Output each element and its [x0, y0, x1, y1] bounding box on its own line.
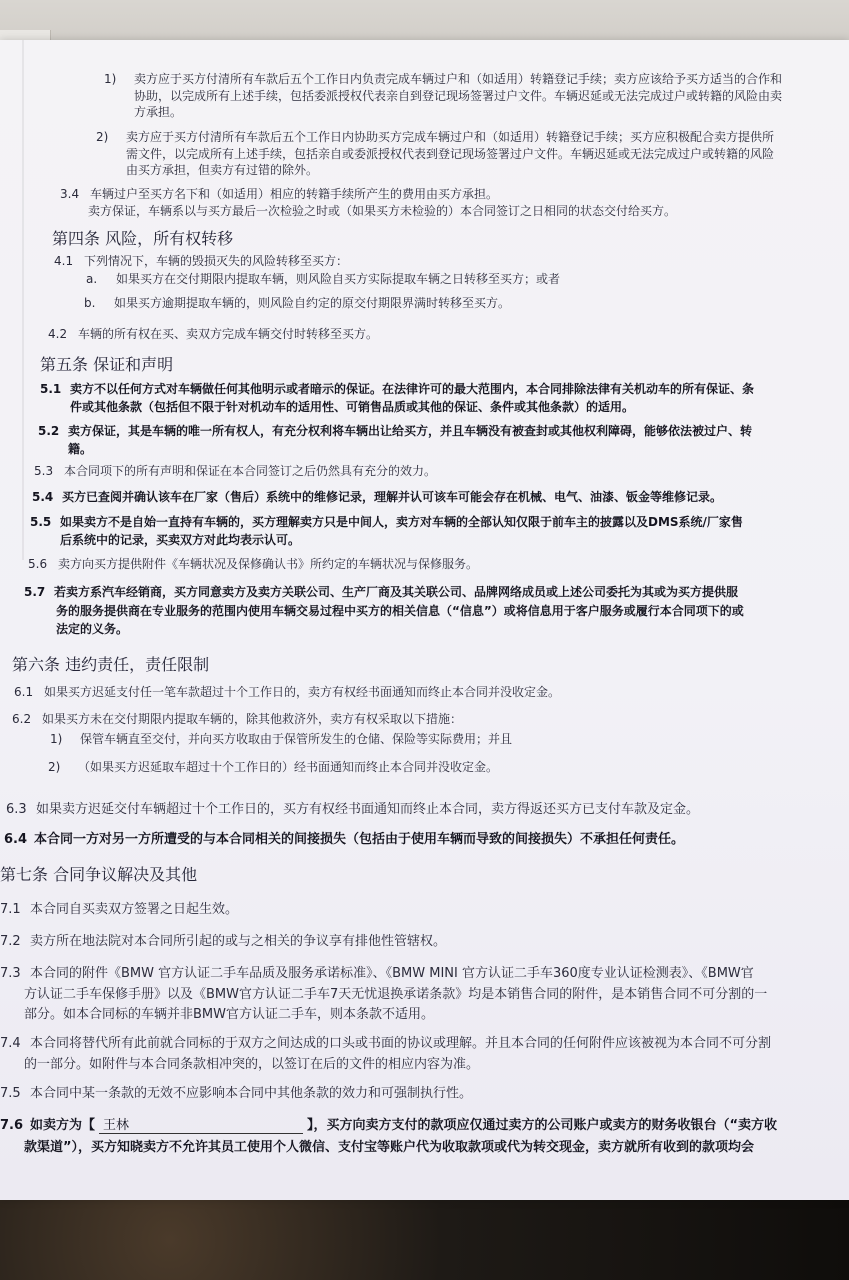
clause-7-3-line-1: 7.3 本合同的附件《BMW 官方认证二手车品质及服务承诺标准》、《BMW MINI 官方认证二手车360度专业认证检测表》、《BMW官: [0, 966, 754, 981]
clause-6-2-1: 1) 保管车辆直至交付，并向买方收取由于保管所发生的仓储、保险等实际费用；并且: [50, 732, 513, 746]
seller-name-field[interactable]: 王林: [99, 1114, 303, 1134]
clause-6-3: 6.3 如果卖方迟延交付车辆超过十个工作日的，买方有权经书面通知而终止本合同，卖方得返还买方已支付车款及定金。: [6, 802, 700, 817]
section-5-heading: 第五条 保证和声明: [40, 355, 174, 374]
clause-5-1-line-1: 5.1 卖方不以任何方式对车辆做任何其他明示或者暗示的保证。在法律许可的最大范围内，本合同排除法律有关机动车的所有保证、条: [40, 382, 755, 396]
clause-5-3: 5.3 本合同项下的所有声明和保证在本合同签订之后仍然具有充分的效力。: [34, 464, 437, 478]
clause-7-1: 7.1 本合同自买卖双方签署之日起生效。: [0, 902, 239, 917]
clause-5-1-line-2: 件或其他条款（包括但不限于针对机动车的适用性、可销售品质或其他的保证、条件或其他条款）的适用。: [70, 400, 635, 414]
clause-6-1: 6.1 如果买方迟延支付任一笔车款超过十个工作日的，卖方有权经书面通知而终止本合同并没收定金。: [14, 685, 561, 699]
clause-5-2-line-1: 5.2 卖方保证，其是车辆的唯一所有权人，有充分权利将车辆出让给买方，并且车辆没有被查封或其他权利障碍，能够依法被过户、转: [38, 424, 753, 438]
clause-3-3-2-line-3: 由买方承担，但卖方有过错的除外。: [126, 163, 319, 177]
clause-5-6: 5.6 卖方向买方提供附件《车辆状况及保修确认书》所约定的车辆状况与保修服务。: [28, 557, 479, 571]
page-shadow-edge: [22, 40, 24, 560]
clause-5-7-line-1: 5.7 若卖方系汽车经销商，买方同意卖方及卖方关联公司、生产厂商及其关联公司、品牌网络成员或上述公司委托为其或为买方提供服: [24, 585, 739, 599]
clause-4-1-a: a. 如果买方在交付期限内提取车辆，则风险自买方实际提取车辆之日转移至买方；或者: [86, 272, 561, 286]
clause-7-6-line-1: 7.6 如卖方为【 王林 】，买方向卖方支付的款项应仅通过卖方的公司账户或卖方的财务收银台（“卖方收: [0, 1114, 777, 1134]
section-4-heading: 第四条 风险，所有权转移: [52, 229, 234, 248]
clause-5-7-line-3: 法定的义务。: [56, 622, 129, 636]
contract-page: [0, 40, 849, 1200]
clause-5-7-line-2: 务的服务提供商在专业服务的范围内使用车辆交易过程中买方的相关信息（“信息”）或将信息用于客户服务或履行本合同项下的或: [56, 604, 744, 618]
clause-7-6-line-2: 款渠道”），买方知晓卖方不允许其员工使用个人微信、支付宝等账户代为收取款项或代为转交现金，卖方就所有收到的款项均会: [24, 1140, 755, 1155]
clause-3-3-2-line-2: 需文件，以完成所有上述手续，包括亲自或委派授权代表到登记现场签署过户文件。车辆迟延或无法完成过户或转籍的风险: [126, 147, 775, 161]
clause-3-4-line-2: 卖方保证，车辆系以与买方最后一次检验之时或（如果买方未检验的）本合同签订之日相同的状态交付给买方。: [88, 204, 677, 218]
clause-7-4-line-2: 的一部分。如附件与本合同条款相冲突的，以签订在后的文件的相应内容为准。: [24, 1057, 480, 1072]
clause-6-4: 6.4 本合同一方对另一方所遭受的与本合同相关的间接损失（包括由于使用车辆而导致的间接损失）不承担任何责任。: [4, 832, 685, 847]
clause-3-3-1-line-2: 协助，以完成所有上述手续，包括委派授权代表亲自到登记现场签署过户文件。车辆迟延或无法完成过户或转籍的风险由卖: [134, 89, 783, 103]
clause-3-3-1-line-3: 方承担。: [134, 105, 183, 119]
clause-7-5: 7.5 本合同中某一条款的无效不应影响本合同中其他条款的效力和可强制执行性。: [0, 1086, 473, 1101]
clause-4-2: 4.2 车辆的所有权在买、卖双方完成车辆交付时转移至买方。: [48, 327, 379, 341]
clause-3-3-2-line-1: 2) 卖方应于买方付清所有车款后五个工作日内协助买方完成车辆过户和（如适用）转籍登记手续；买方应积极配合卖方提供所: [96, 130, 775, 144]
clause-6-2-2: 2) （如果买方迟延取车超过十个工作日的）经书面通知而终止本合同并没收定金。: [48, 760, 499, 774]
clause-4-1: 4.1 下列情况下，车辆的毁损灭失的风险转移至买方：: [54, 254, 349, 268]
clause-5-4: 5.4 买方已查阅并确认该车在厂家（售后）系统中的维修记录，理解并认可该车可能会存在机械、电气、油漆、钣金等维修记录。: [32, 490, 723, 504]
clause-5-5-line-1: 5.5 如果卖方不是自始一直持有车辆的，买方理解卖方只是中间人，卖方对车辆的全部认知仅限于前车主的披露以及DMS系统/厂家售: [30, 515, 743, 529]
clause-7-2: 7.2 卖方所在地法院对本合同所引起的或与之相关的争议享有排他性管辖权。: [0, 934, 447, 949]
section-7-heading: 第七条 合同争议解决及其他: [0, 865, 198, 884]
clause-7-4-line-1: 7.4 本合同将替代所有此前就合同标的于双方之间达成的口头或书面的协议或理解。并且本合同的任何附件应该被视为本合同不可分割: [0, 1036, 772, 1051]
clause-3-4-line-1: 3.4 车辆过户至买方名下和（如适用）相应的转籍手续所产生的费用由买方承担。: [60, 187, 499, 201]
section-6-heading: 第六条 违约责任，责任限制: [12, 655, 210, 674]
clause-5-2-line-2: 籍。: [68, 442, 93, 456]
clause-7-3-line-2: 方认证二手车保修手册》以及《BMW官方认证二手车7天无忧退换承诺条款》均是本销售合同的附件，是本销售合同不可分割的一: [24, 987, 768, 1002]
clause-6-2: 6.2 如果买方未在交付期限内提取车辆的，除其他救济外，卖方有权采取以下措施：: [12, 712, 463, 726]
clause-7-3-line-3: 部分。如本合同标的车辆并非BMW官方认证二手车，则本条款不适用。: [24, 1007, 434, 1022]
clause-5-5-line-2: 后系统中的记录，买卖双方对此均表示认可。: [60, 533, 301, 547]
clause-3-3-1-line-1: 1) 卖方应于买方付清所有车款后五个工作日内负责完成车辆过户和（如适用）转籍登记手续；卖方应该给予买方适当的合作和: [104, 72, 783, 86]
clause-4-1-b: b. 如果买方逾期提取车辆的，则风险自约定的原交付期限界满时转移至买方。: [84, 296, 511, 310]
